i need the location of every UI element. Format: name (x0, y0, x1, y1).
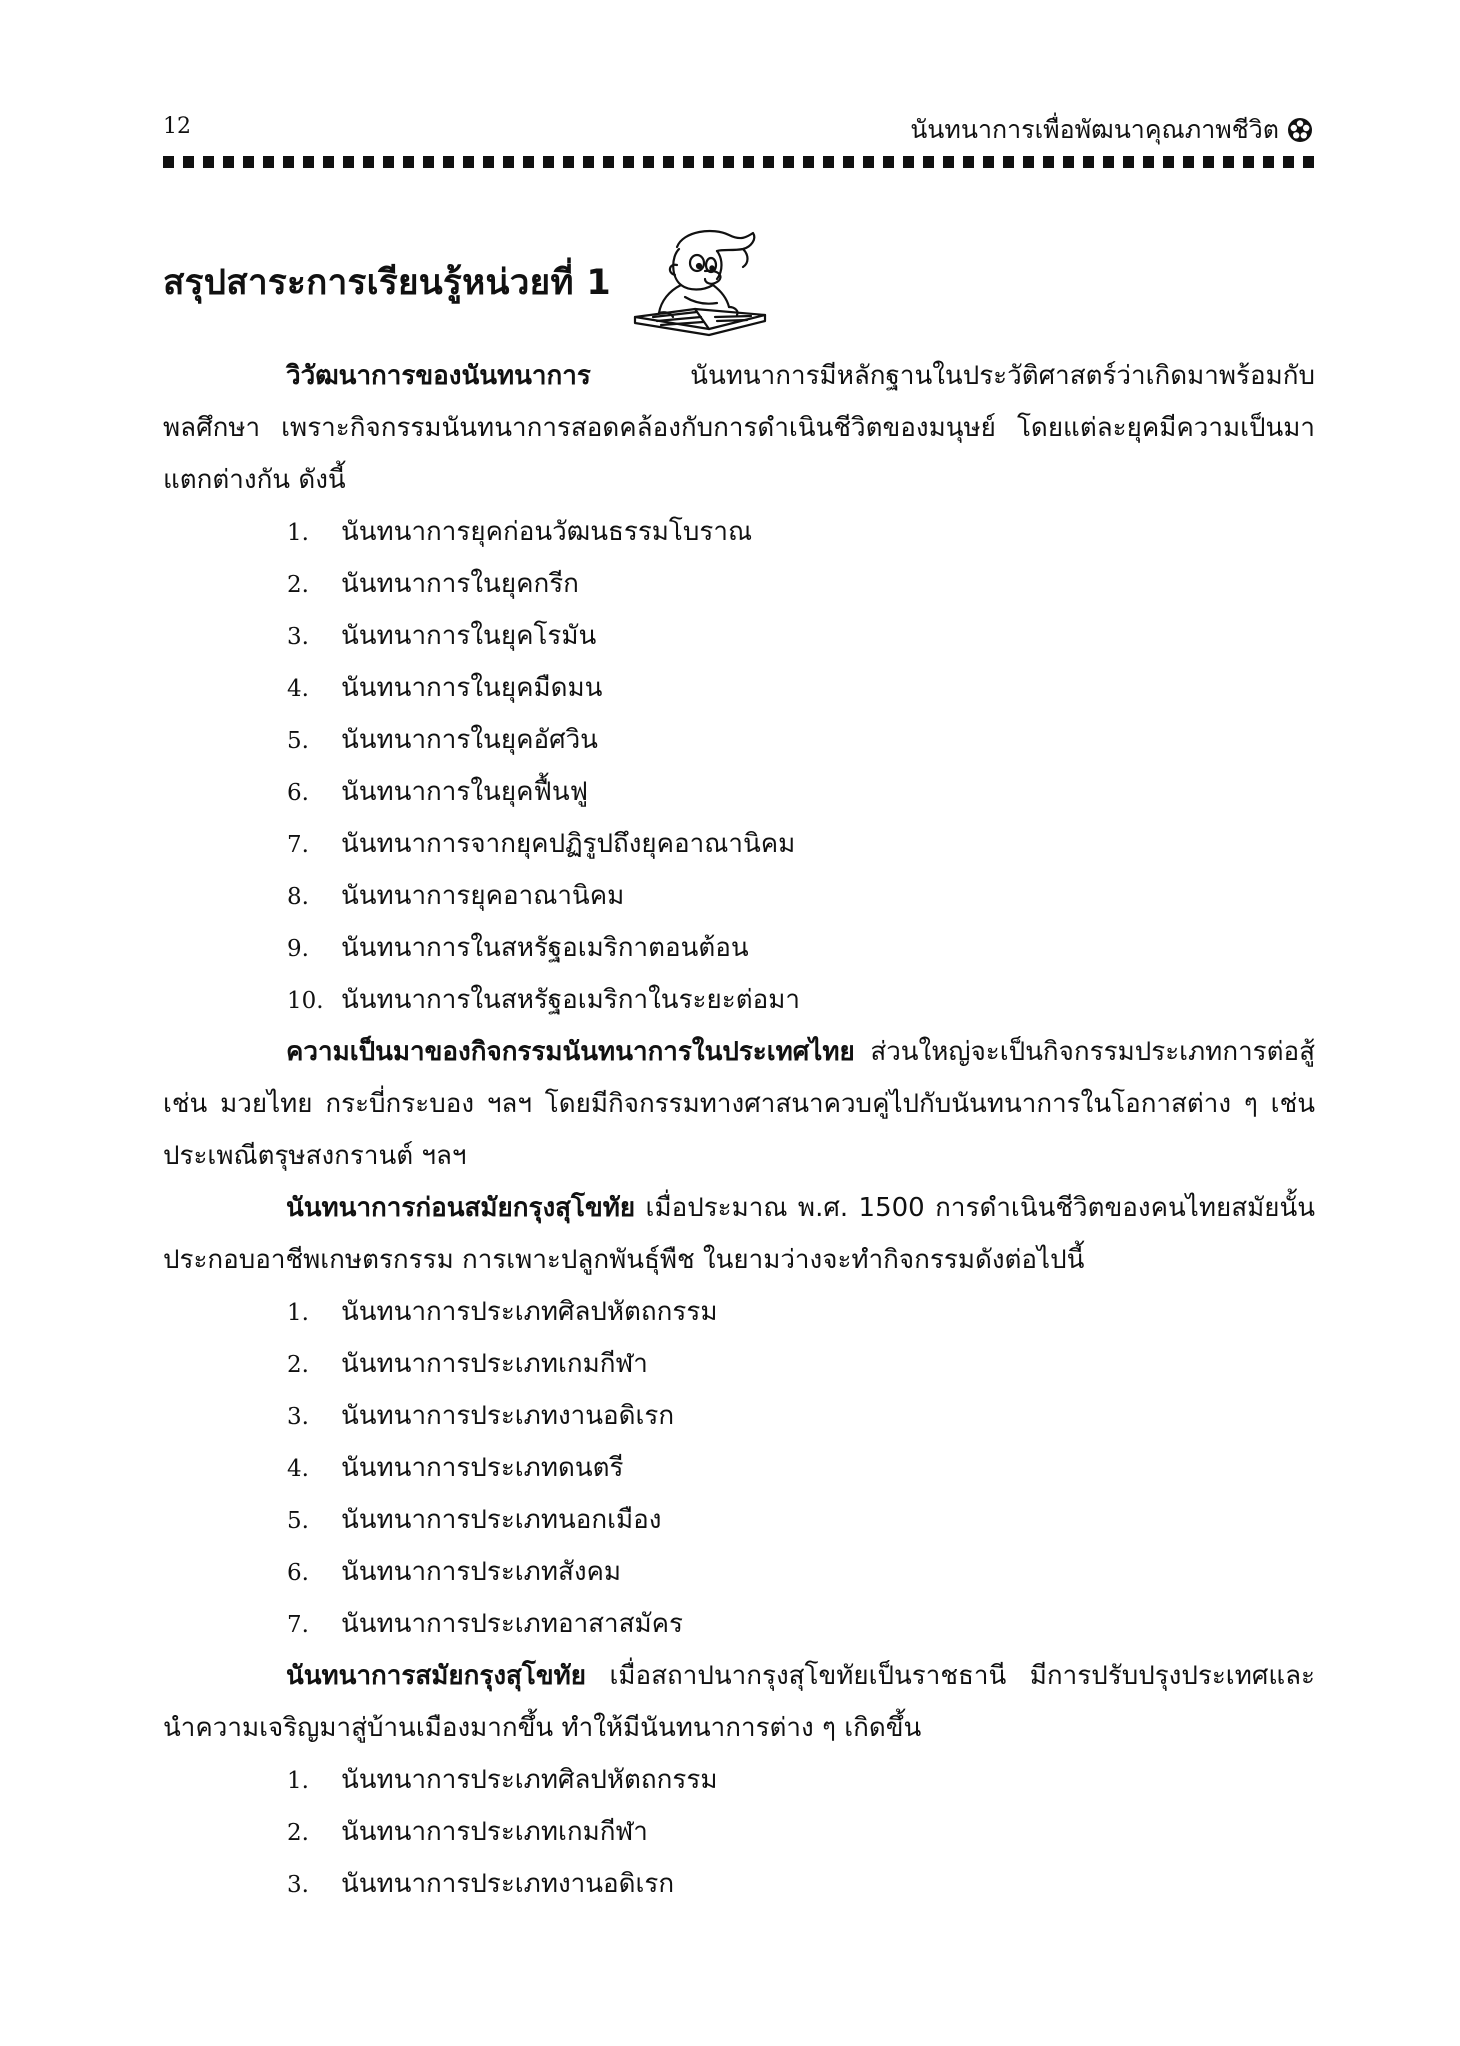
list-item: 6. นันทนาการประเภทสังคม (287, 1557, 622, 1587)
paragraph-pre-sukhothai-text: เมื่อประมาณ พ.ศ. 1500 การดำเนินชีวิตของคนไทยสมัยนั้นประกอบอาชีพเกษตรกรรม การเพาะปลูกพันธุ์พืช ในยามว่างจะทำกิจกรรมดังต่อไปนี้ (163, 1193, 1315, 1275)
list-item: 5. นันทนาการในยุคอัศวิน (287, 725, 598, 755)
section-heading (163, 222, 775, 342)
running-title-text: นันทนาการเพื่อพัฒนาคุณภาพชีวิต (910, 115, 1279, 144)
paragraph-evolution-heading: วิวัฒนาการของนันทนาการ (286, 361, 591, 391)
paragraph-thailand-text: ส่วนใหญ่จะเป็นกิจกรรมประเภทการต่อสู้ เช่น มวยไทย กระบี่กระบอง ฯลฯ โดยมีกิจกรรมทางศาสนาควบคู่ไปกับนันทนาการในโอกาสต่าง ๆ เช่น ประเพณีตรุษสงกรานต์ ฯลฯ (163, 1037, 1315, 1171)
paragraph-thailand-history (163, 1026, 1315, 1182)
list-item: 3. นันทนาการในยุคโรมัน (287, 621, 597, 651)
list-item: 9. นันทนาการในสหรัฐอเมริกาตอนต้อน (287, 933, 749, 963)
list-item: 8. นันทนาการยุคอาณานิคม (287, 881, 625, 911)
list-eras (163, 506, 1315, 1026)
running-title (910, 110, 1313, 150)
list-item: 2. นันทนาการประเภทเกมกีฬา (287, 1349, 648, 1379)
list-item: 3. นันทนาการประเภทงานอดิเรก (287, 1869, 675, 1899)
list-item: 5. นันทนาการประเภทนอกเมือง (287, 1505, 662, 1535)
list-item: 10. นันทนาการในสหรัฐอเมริกาในระยะต่อมา (287, 985, 800, 1015)
list-item: 3. นันทนาการประเภทงานอดิเรก (287, 1401, 675, 1431)
list-item: 7. นันทนาการจากยุคปฏิรูปถึงยุคอาณานิคม (287, 829, 796, 859)
list-item: 2. นันทนาการในยุคกรีก (287, 569, 579, 599)
list-item: 6. นันทนาการในยุคฟื้นฟู (287, 777, 589, 807)
flower-ornament-icon (1287, 117, 1313, 143)
paragraph-pre-sukhothai (163, 1182, 1315, 1286)
page-number: 12 (163, 114, 191, 139)
paragraph-evolution-text: นันทนาการมีหลักฐานในประวัติศาสตร์ว่าเกิดมาพร้อมกับพลศึกษา เพราะกิจกรรมนันทนาการสอดคล้องกับการดำเนินชีวิตของมนุษย์ โดยแต่ละยุคมีความเป็นมาแตกต่างกัน ดังนี้ (163, 361, 1315, 495)
paragraph-pre-sukhothai-heading: นันทนาการก่อนสมัยกรุงสุโขทัย (286, 1193, 636, 1223)
list-item: 2. นันทนาการประเภทเกมกีฬา (287, 1817, 648, 1847)
list-sukhothai-activities (163, 1754, 1315, 1910)
list-item: 1. นันทนาการยุคก่อนวัฒนธรรมโบราณ (287, 517, 753, 547)
paragraph-thailand-heading: ความเป็นมาของกิจกรรมนันทนาการในประเทศไทย (286, 1037, 855, 1067)
list-pre-sukhothai-activities (163, 1286, 1315, 1650)
list-item: 7. นันทนาการประเภทอาสาสมัคร (287, 1609, 684, 1639)
paragraph-sukhothai-text: เมื่อสถาปนากรุงสุโขทัยเป็นราชธานี มีการปรับปรุงประเทศและนำความเจริญมาสู่บ้านเมืองมากขึ้น ทำให้มีนันทนาการต่าง ๆ เกิดขึ้น (163, 1661, 1315, 1743)
page-header (163, 108, 1313, 148)
paragraph-sukhothai (163, 1650, 1315, 1754)
section-title: สรุปสาระการเรียนรู้หน่วยที่ 1 (163, 262, 611, 303)
list-item: 1. นันทนาการประเภทศิลปหัตถกรรม (287, 1765, 718, 1795)
paragraph-sukhothai-heading: นันทนาการสมัยกรุงสุโขทัย (286, 1661, 586, 1691)
summary-content (163, 350, 1315, 1910)
paragraph-evolution (163, 350, 1315, 506)
header-dotted-rule (163, 156, 1315, 168)
reading-character-illustration (625, 225, 775, 340)
list-item: 1. นันทนาการประเภทศิลปหัตถกรรม (287, 1297, 718, 1327)
list-item: 4. นันทนาการในยุคมืดมน (287, 673, 603, 703)
list-item: 4. นันทนาการประเภทดนตรี (287, 1453, 624, 1483)
